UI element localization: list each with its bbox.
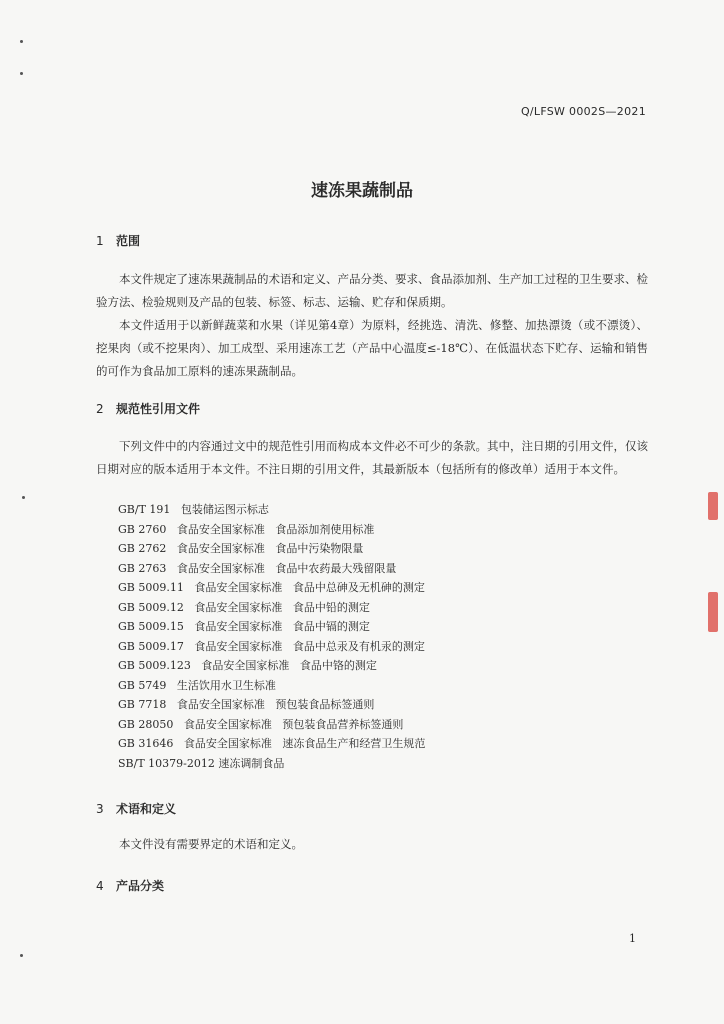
references-intro-paragraph: 下列文件中的内容通过文中的规范性引用而构成本文件必不可少的条款。其中，注日期的引用文件，仅该日期对应的版本适用于本文件。不注日期的引用文件，其最新版本（包括所有的修改单）适用于本文件。 [96, 439, 648, 476]
section-heading-classification [96, 877, 164, 894]
scope-paragraph-2: 本文件适用于以新鲜蔬菜和水果（详见第4章）为原料，经挑选、清洗、修整、加热漂烫（或不漂烫）、挖果肉（或不挖果肉）、加工成型、采用速冻工艺（产品中心温度≤-18℃）、在低温状态下贮存、运输和销售的可作为食品加工原料的速冻果蔬制品。 [96, 318, 648, 378]
section-title: 产品分类 [116, 879, 165, 893]
reference-list [118, 500, 425, 773]
terms-paragraph: 本文件没有需要界定的术语和定义。 [119, 837, 303, 851]
section-title: 规范性引用文件 [116, 402, 201, 416]
binding-hole-mark [22, 496, 25, 499]
reference-item: GB 5009.11 食品安全国家标准 食品中总砷及无机砷的测定 [118, 581, 425, 594]
page-number: 1 [629, 932, 636, 945]
reference-item: GB 2763 食品安全国家标准 食品中农药最大残留限量 [118, 561, 397, 575]
section-number: 4 [96, 879, 104, 893]
section-heading-normative-references [96, 400, 200, 417]
section-number: 2 [96, 402, 104, 416]
binding-hole-mark [20, 72, 23, 75]
section-title: 范围 [116, 234, 141, 248]
scope-paragraph-1: 本文件规定了速冻果蔬制品的术语和定义、产品分类、要求、食品添加剂、生产加工过程的卫生要求、检验方法、检验规则及产品的包装、标签、标志、运输、贮存和保质期。 [96, 272, 648, 309]
reference-item: GB 5009.123 食品安全国家标准 食品中铬的测定 [118, 659, 377, 672]
reference-item: SB/T 10379-2012 速冻调制食品 [118, 756, 285, 770]
reference-item: GB 2760 食品安全国家标准 食品添加剂使用标准 [118, 522, 375, 536]
reference-item: GB 5009.17 食品安全国家标准 食品中总汞及有机汞的测定 [118, 639, 425, 653]
document-code: Q/LFSW 0002S—2021 [520, 105, 646, 118]
section-number: 1 [96, 234, 104, 248]
reference-item: GB 7718 食品安全国家标准 预包装食品标签通则 [118, 698, 375, 711]
seal-stamp-edge [708, 492, 718, 520]
reference-item: GB 5009.12 食品安全国家标准 食品中铅的测定 [118, 600, 370, 614]
section-heading-scope [96, 232, 140, 249]
reference-item: GB 2762 食品安全国家标准 食品中污染物限量 [118, 542, 364, 555]
reference-item: GB/T 191 包装储运图示标志 [118, 503, 269, 516]
seal-stamp-edge [708, 592, 718, 632]
reference-item: GB 5009.15 食品安全国家标准 食品中镉的测定 [118, 620, 370, 633]
document-title: 速冻果蔬制品 [311, 181, 413, 201]
section-title: 术语和定义 [116, 802, 177, 816]
binding-hole-mark [20, 40, 23, 43]
reference-item: GB 5749 生活饮用水卫生标准 [118, 678, 276, 692]
binding-hole-mark [20, 954, 23, 957]
section-heading-terms [96, 800, 176, 817]
section-number: 3 [96, 802, 104, 816]
reference-item: GB 28050 食品安全国家标准 预包装食品营养标签通则 [118, 717, 404, 731]
reference-item: GB 31646 食品安全国家标准 速冻食品生产和经营卫生规范 [118, 737, 426, 750]
